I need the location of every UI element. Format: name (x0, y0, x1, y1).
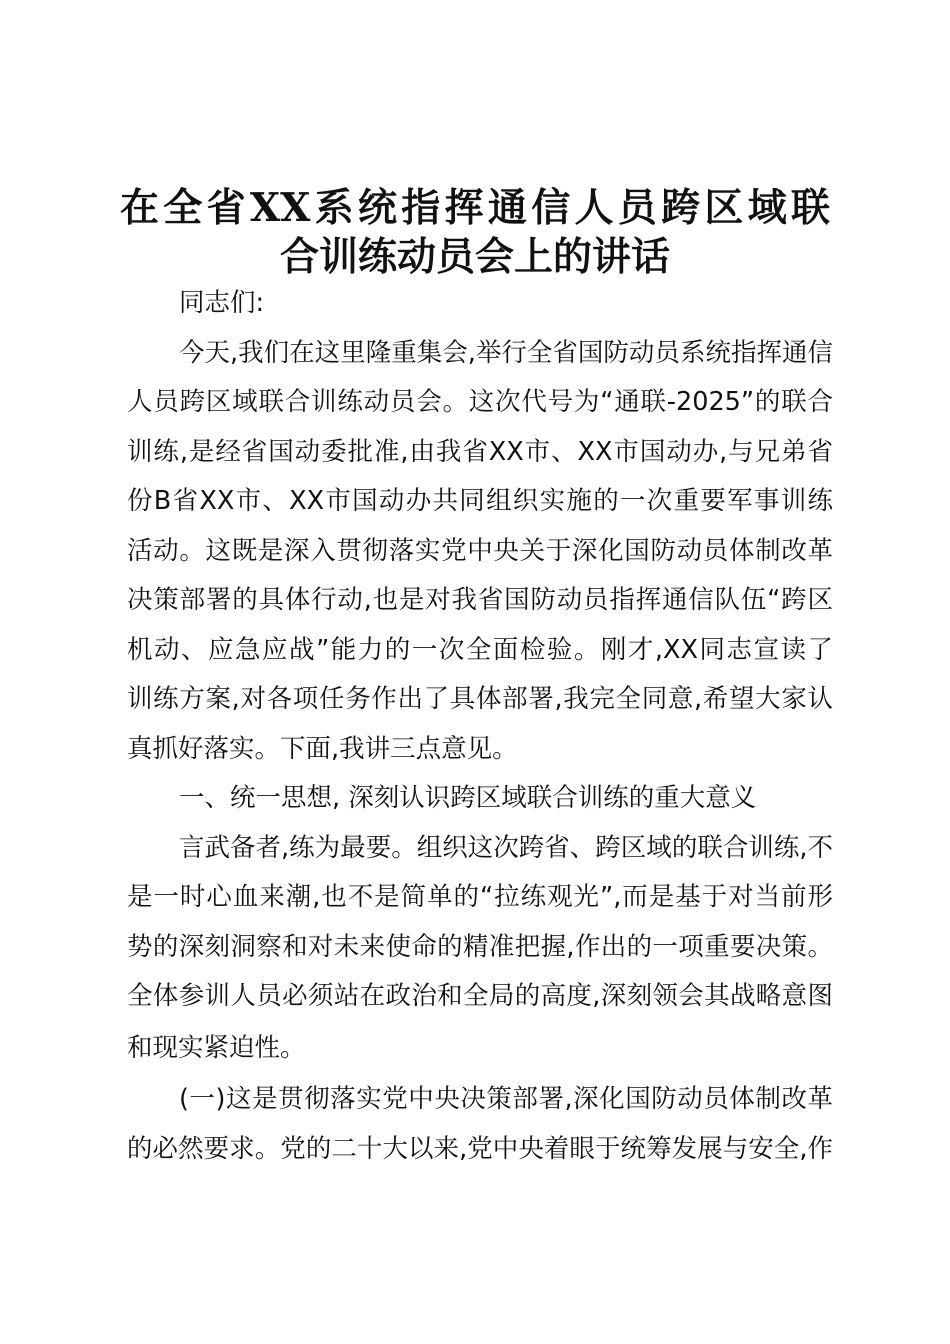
text-line: 今天,我们在这里隆重集会,举行全省国防动员系统指挥通信 (179, 337, 833, 368)
document-title-line-2: 合训练动员会上的讲话 (279, 234, 670, 280)
text-line: 全体参训人员必须站在政治和全局的高度,深刻领会其战略意图 (127, 981, 833, 1011)
text-line: 机动、应急应战”能力的一次全面检验。刚才,XX同志宣读了 (127, 634, 833, 665)
text-line: 和现实紧迫性。 (127, 1032, 306, 1063)
text-line: 份B省XX市、XX市国动办共同组织实施的一次重要军事训练 (127, 486, 833, 516)
text-line: 的必然要求。党的二十大以来,党中央着眼于统筹发展与安全,作 (127, 1133, 833, 1164)
text-line: 同志们: (179, 288, 265, 318)
text-line: 是一时心血来潮,也不是简单的“拉练观光”,而是基于对当前形 (127, 882, 833, 912)
text-line: 言武备者,练为最要。组织这次跨省、跨区域的联合训练,不 (179, 832, 833, 863)
text-line: 训练,是经省国动委批准,由我省XX市、XX市国动办,与兄弟省 (127, 436, 833, 467)
text-line: 训练方案,对各项任务作出了具体部署,我完全同意,希望大家认 (127, 684, 833, 714)
text-line: 活动。这既是深入贯彻落实党中央关于深化国防动员体制改革 (127, 535, 833, 566)
document-body (127, 279, 833, 1174)
document-title-line-1: 在全省XX系统指挥通信人员跨区域联 (120, 185, 830, 231)
text-line: 真抓好落实。下面,我讲三点意见。 (127, 733, 518, 764)
text-line: 人员跨区域联合训练动员会。这次代号为“通联-2025”的联合 (127, 387, 833, 417)
text-line: 决策部署的具体行动,也是对我省国防动员指挥通信队伍“跨区 (127, 585, 833, 615)
text-line: 一、统一思想, 深刻认识跨区域联合训练的重大意义 (179, 783, 757, 813)
text-line: (一)这是贯彻落实党中央决策部署,深化国防动员体制改革 (179, 1084, 833, 1114)
text-line: 势的深刻洞察和对未来使命的精准把握,作出的一项重要决策。 (127, 931, 833, 962)
